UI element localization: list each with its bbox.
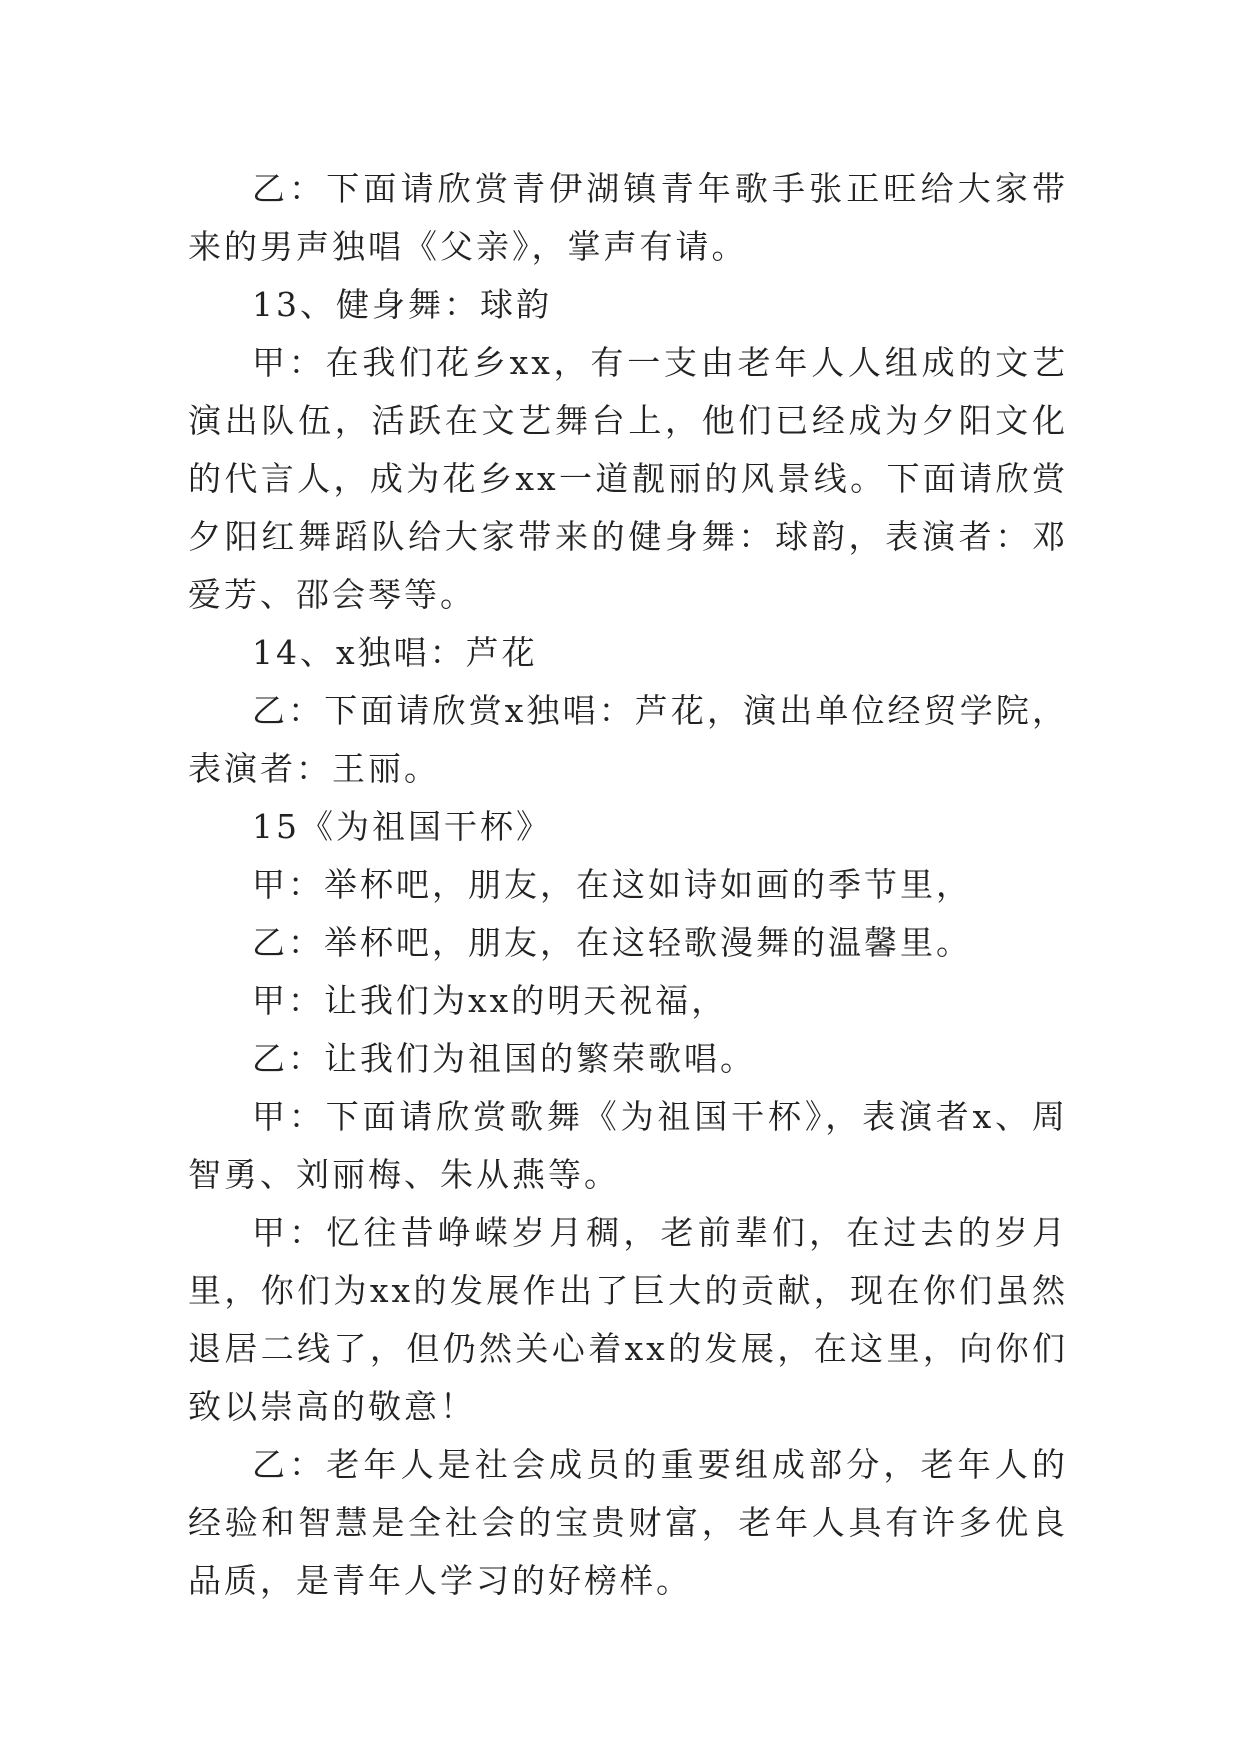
paragraph-1: 乙：下面请欣赏青伊湖镇青年歌手张正旺给大家带来的男声独唱《父亲》，掌声有请。 [188, 169, 1068, 266]
paragraph-3: 甲：在我们花乡xx，有一支由老年人人组成的文艺演出队伍，活跃在文艺舞台上，他们已经成为夕阳文化的代言人，成为花乡xx一道靓丽的风景线。下面请欣赏夕阳红舞蹈队给大家带来的健身舞：球韵，表演者：邓爱芳、邵会琴等。 [188, 343, 1068, 614]
paragraph-8: 乙：举杯吧，朋友，在这轻歌漫舞的温馨里。 [252, 923, 972, 962]
paragraph-5: 乙：下面请欣赏x独唱：芦花，演出单位经贸学院，表演者：王丽。 [188, 691, 1068, 788]
paragraph-10: 乙：让我们为祖国的繁荣歌唱。 [252, 1039, 756, 1078]
section-heading-15: 15《为祖国干杯》 [252, 807, 552, 846]
paragraph-9: 甲：让我们为xx的明天祝福， [252, 981, 728, 1020]
section-heading-13: 13、健身舞：球韵 [252, 285, 552, 324]
document-body [188, 160, 1068, 1610]
section-heading-14: 14、x独唱：芦花 [252, 633, 538, 672]
paragraph-12: 甲：忆往昔峥嵘岁月稠，老前辈们，在过去的岁月里，你们为xx的发展作出了巨大的贡献，现在你们虽然退居二线了，但仍然关心着xx的发展，在这里，向你们致以崇高的敬意！ [188, 1213, 1068, 1426]
paragraph-7: 甲：举杯吧，朋友，在这如诗如画的季节里， [252, 865, 972, 904]
paragraph-11: 甲：下面请欣赏歌舞《为祖国干杯》，表演者x、周智勇、刘丽梅、朱从燕等。 [188, 1097, 1068, 1194]
paragraph-13: 乙：老年人是社会成员的重要组成部分，老年人的经验和智慧是全社会的宝贵财富，老年人具有许多优良品质，是青年人学习的好榜样。 [188, 1445, 1068, 1600]
